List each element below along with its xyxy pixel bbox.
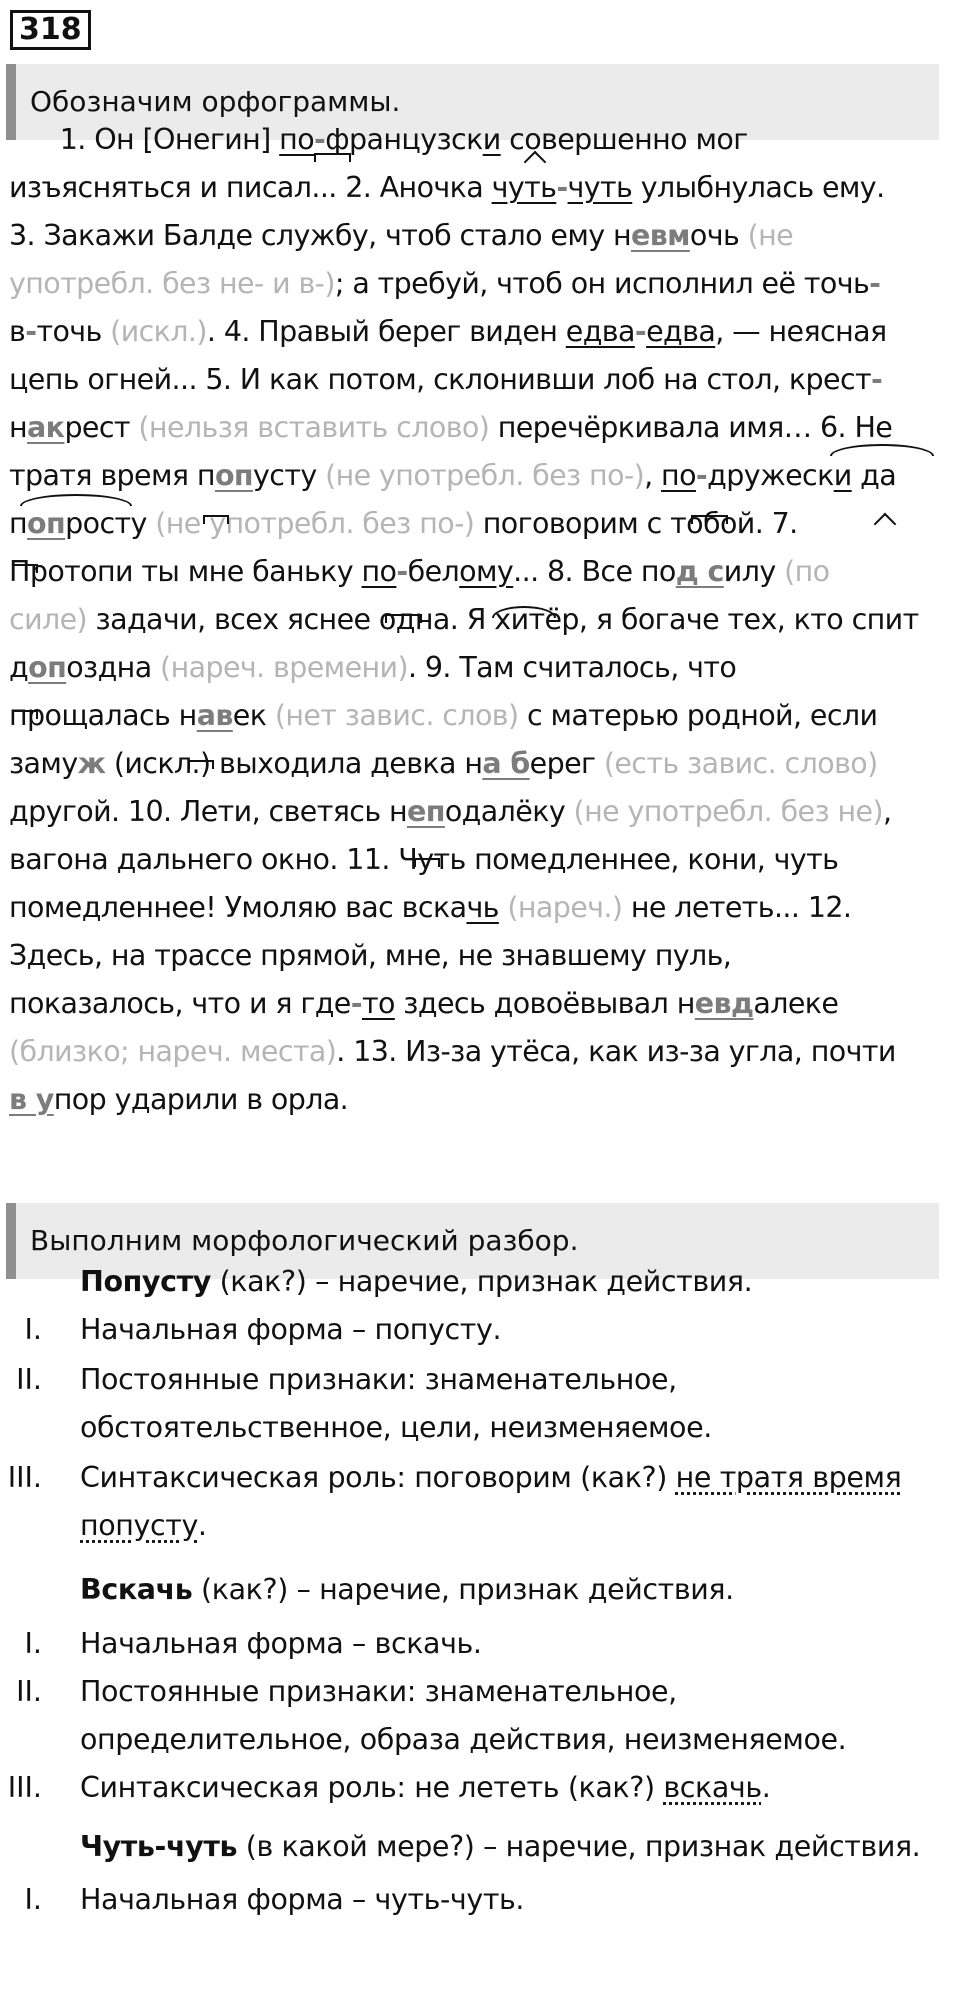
- text-fragment: Синтаксическая роль: не лететь (как?): [80, 1771, 664, 1804]
- text-fragment: да: [851, 459, 897, 492]
- text-fragment: Синтаксическая роль: поговорим (как?): [80, 1461, 676, 1494]
- text-fragment: н: [9, 411, 28, 444]
- text-fragment: по: [361, 555, 397, 588]
- text-fragment: Начальная форма – попусту.: [80, 1313, 502, 1346]
- text-line: [9, 692, 949, 740]
- grammar-note: употребл. без не- и в-): [9, 267, 335, 300]
- text-line: [9, 596, 949, 644]
- orthogram-highlight: евд: [694, 987, 754, 1020]
- orthogram-highlight: -: [314, 123, 326, 156]
- orthogram-highlight: оп: [27, 507, 66, 540]
- text-line: [9, 500, 949, 548]
- text-fragment: чуть: [491, 171, 557, 204]
- prefix-bracket-mark: [12, 564, 38, 573]
- text-fragment: п: [9, 507, 28, 540]
- text-fragment: тратя время п: [9, 459, 215, 492]
- text-fragment: 1. Он [Онегин]: [9, 123, 280, 156]
- prefix-bracket-mark: [414, 858, 440, 867]
- text-fragment: по: [661, 459, 696, 492]
- prefix-bracket-mark: [188, 760, 214, 769]
- list-number: II.: [16, 1675, 42, 1708]
- orthogram-highlight: -: [396, 555, 408, 588]
- analysis-heading: [80, 1566, 950, 1614]
- orthogram-highlight: -: [350, 987, 362, 1020]
- orthogram-highlight: в у: [9, 1083, 54, 1116]
- analysis-definition: (в какой мере?) – наречие, признак действия.: [237, 1830, 921, 1863]
- prefix-bracket-mark: [12, 710, 38, 719]
- orthogram-highlight: -: [695, 459, 708, 492]
- text-fragment: алеке: [753, 987, 839, 1020]
- text-line: [9, 1028, 949, 1076]
- orthogram-highlight: оп: [214, 459, 254, 492]
- analysis-term: Чуть-чуть: [80, 1830, 238, 1863]
- text-fragment: оздна: [66, 651, 161, 684]
- analysis-definition: (как?) – наречие, признак действия.: [210, 1265, 753, 1298]
- orthogram-highlight: -: [634, 315, 647, 348]
- text-fragment: вскачь: [663, 1771, 762, 1804]
- text-line: [9, 116, 949, 164]
- prefix-bracket-mark: [314, 153, 351, 162]
- text-fragment: 3. Закажи Балде службу, чтоб стало ему н: [9, 219, 631, 252]
- text-fragment: чуть: [567, 171, 633, 204]
- orthogram-highlight: -: [25, 315, 37, 348]
- text-line: [9, 980, 949, 1028]
- orthogram-highlight: -: [871, 363, 883, 396]
- text-fragment: задачи, всех яснее одна. Я хитёр, я богаче тех, кто спит: [87, 603, 919, 636]
- orthogram-highlight: -: [869, 267, 881, 300]
- list-number: I.: [24, 1627, 42, 1660]
- text-fragment: попусту: [80, 1509, 198, 1542]
- orthogram-highlight: еп: [407, 795, 445, 828]
- text-fragment: то: [361, 987, 395, 1020]
- grammar-note: (не употребл. без не): [573, 795, 883, 828]
- text-fragment: илу: [723, 555, 785, 588]
- text-fragment: (искл.) выходила девка н: [105, 747, 483, 780]
- analysis-term: Вскачь: [80, 1573, 193, 1606]
- text-fragment: и: [833, 459, 852, 492]
- analysis-heading: [80, 1258, 950, 1306]
- grammar-note: (нареч.): [507, 891, 623, 924]
- list-number: I.: [24, 1313, 42, 1346]
- text-fragment: Постоянные признаки: знаменательное,: [80, 1363, 677, 1396]
- list-item-line: [80, 1716, 950, 1764]
- section-header-orthograms: Обозначим орфограммы.: [6, 64, 939, 140]
- list-item-line: [80, 1404, 950, 1452]
- text-fragment: с матерью родной, если: [518, 699, 878, 732]
- analysis-heading: [80, 1823, 950, 1871]
- text-fragment: перечёркивала имя… 6. Не: [489, 411, 893, 444]
- grammar-note: (нельзя вставить слово): [138, 411, 490, 444]
- list-item-line: [80, 1356, 950, 1404]
- orthogram-highlight: -: [556, 171, 568, 204]
- text-fragment: французск: [325, 123, 483, 156]
- text-fragment: ек: [232, 699, 275, 732]
- text-line: [9, 1076, 949, 1124]
- text-fragment: по: [279, 123, 315, 156]
- grammar-note: (нареч. времени): [160, 651, 408, 684]
- orthogram-highlight: евм: [631, 219, 690, 252]
- text-fragment: д: [9, 651, 29, 684]
- text-line: [9, 740, 949, 788]
- grammar-note: (близко; нареч. места): [9, 1035, 337, 1068]
- text-fragment: очь: [689, 219, 748, 252]
- analysis-definition: (как?) – наречие, признак действия.: [192, 1573, 734, 1606]
- text-fragment: Протопи ты мне баньку: [9, 555, 362, 588]
- text-line: [9, 884, 949, 932]
- text-fragment: ому: [459, 555, 514, 588]
- text-fragment: заму: [9, 747, 78, 780]
- text-fragment: . 4. Правый берег виден: [206, 315, 566, 348]
- list-number: I.: [24, 1883, 42, 1916]
- prefix-bracket-mark: [691, 515, 728, 524]
- text-fragment: прощалась н: [9, 699, 197, 732]
- text-line: [9, 164, 949, 212]
- analysis-term: Попусту: [80, 1265, 211, 1298]
- text-line: [9, 644, 949, 692]
- grammar-note: силе): [9, 603, 88, 636]
- text-fragment: ... 8. Все по: [513, 555, 676, 588]
- text-fragment: цепь огней... 5. И как потом, склонивши лоб на стол, крест: [9, 363, 872, 396]
- grammar-note: (искл.): [110, 315, 207, 348]
- text-fragment: Начальная форма – чуть-чуть.: [80, 1883, 525, 1916]
- text-line: [9, 212, 949, 260]
- text-line: [9, 356, 949, 404]
- list-number: II.: [16, 1363, 42, 1396]
- text-fragment: бел: [407, 555, 460, 588]
- text-line: [9, 548, 949, 596]
- text-fragment: ; а требуй, чтоб он исполнил её точь: [334, 267, 870, 300]
- text-fragment: помедленнее! Умоляю вас вска: [9, 891, 467, 924]
- orthogram-highlight: ак: [27, 411, 65, 444]
- grammar-note: (по: [784, 555, 830, 588]
- grammar-note: (есть завис. слово): [603, 747, 878, 780]
- task-number: 318: [10, 10, 91, 50]
- text-fragment: здесь довоёвывал н: [394, 987, 695, 1020]
- section-header-morphology: Выполним морфологический разбор.: [6, 1203, 939, 1279]
- orthogram-highlight: д с: [675, 555, 724, 588]
- text-fragment: Постоянные признаки: знаменательное,: [80, 1675, 677, 1708]
- text-fragment: ерег: [529, 747, 604, 780]
- text-line: [9, 308, 949, 356]
- prefix-bracket-mark: [385, 614, 422, 623]
- text-fragment: , — неясная: [715, 315, 887, 348]
- text-line: [9, 932, 949, 980]
- grammar-note: (нет завис. слов): [274, 699, 519, 732]
- list-item-line: [80, 1668, 950, 1716]
- list-item-line: [80, 1876, 950, 1924]
- text-fragment: Начальная форма – вскачь.: [80, 1627, 482, 1660]
- text-line: [9, 788, 949, 836]
- text-fragment: ,: [882, 795, 892, 828]
- text-fragment: едва: [646, 315, 716, 348]
- text-fragment: вагона дальнего окно. 11. Чуть помедленнее, кони, чуть: [9, 843, 839, 876]
- list-number: III.: [7, 1461, 42, 1494]
- text-fragment: ,: [644, 459, 662, 492]
- text-fragment: не тратя время: [675, 1461, 902, 1494]
- grammar-note: (не употребл. без по-): [325, 459, 645, 492]
- list-item-line: [80, 1502, 950, 1550]
- text-fragment: обстоятельственное, цели, неизменяемое.: [80, 1411, 712, 1444]
- text-fragment: рест: [64, 411, 139, 444]
- text-fragment: определительное, образа действия, неизменяемое.: [80, 1723, 847, 1756]
- text-fragment: пор ударили в орла.: [53, 1083, 349, 1116]
- text-fragment: улыбнулась ему.: [632, 171, 885, 204]
- text-fragment: точь: [36, 315, 111, 348]
- grammar-note: (не: [747, 219, 794, 252]
- orthogram-highlight: а б: [482, 747, 530, 780]
- text-fragment: и: [482, 123, 501, 156]
- text-fragment: совершенно мог: [500, 123, 748, 156]
- text-fragment: изъясняться и писал... 2. Аночка: [9, 171, 492, 204]
- list-number: III.: [7, 1771, 42, 1804]
- orthogram-highlight: ж: [77, 747, 106, 780]
- text-fragment: едва: [565, 315, 635, 348]
- text-fragment: поговорим с тобой. 7.: [474, 507, 798, 540]
- text-fragment: дружеск: [707, 459, 834, 492]
- text-fragment: .: [197, 1509, 207, 1542]
- list-item-line: [80, 1454, 950, 1502]
- list-item-line: [80, 1764, 950, 1812]
- text-fragment: Здесь, на трассе прямой, мне, не знавшему пуль,: [9, 939, 732, 972]
- text-line: [9, 404, 949, 452]
- text-fragment: одалёку: [444, 795, 574, 828]
- text-line: [9, 452, 949, 500]
- list-item-line: [80, 1620, 950, 1668]
- text-line: [9, 260, 949, 308]
- text-fragment: . 13. Из-за утёса, как из-за угла, почти: [336, 1035, 896, 1068]
- text-fragment: показалось, что и я где: [9, 987, 351, 1020]
- list-item-line: [80, 1306, 950, 1354]
- text-fragment: в: [9, 315, 26, 348]
- text-fragment: чь: [466, 891, 499, 924]
- text-fragment: .: [761, 1771, 771, 1804]
- text-fragment: . 9. Там считалось, что: [407, 651, 737, 684]
- text-fragment: не лететь... 12.: [622, 891, 852, 924]
- text-fragment: усту: [253, 459, 326, 492]
- prefix-bracket-mark: [203, 515, 229, 524]
- grammar-note: (не употребл. без по-): [155, 507, 475, 540]
- orthogram-highlight: ав: [196, 699, 233, 732]
- orthogram-highlight: оп: [28, 651, 67, 684]
- text-line: [9, 836, 949, 884]
- text-fragment: росту: [65, 507, 156, 540]
- text-fragment: другой. 10. Лети, светясь н: [9, 795, 408, 828]
